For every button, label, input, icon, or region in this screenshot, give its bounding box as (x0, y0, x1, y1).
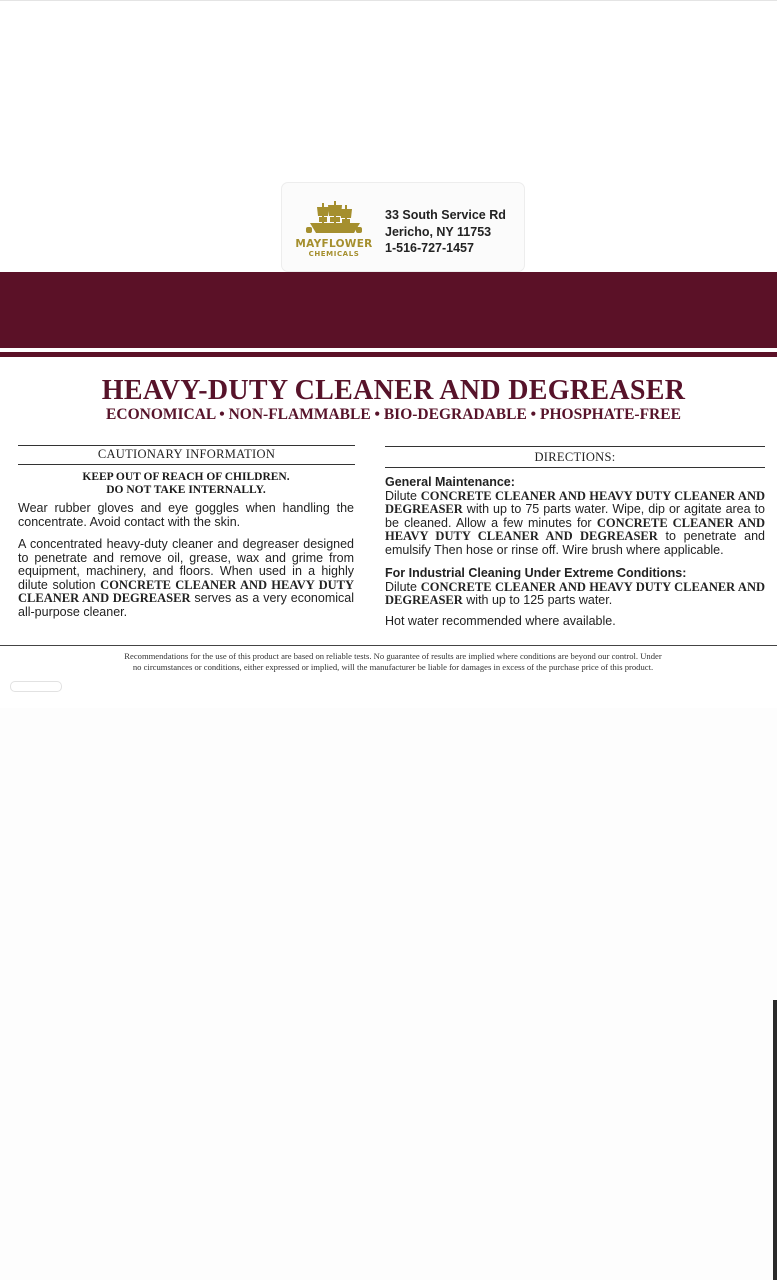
logo-subtitle: CHEMICALS (308, 250, 360, 258)
product-name-bold: CONCRETE CLEANER AND HEAVY DUTY CLEANER AND DEGREASER (385, 579, 766, 607)
address-street: 33 South Service Rd (385, 208, 506, 222)
hot-water-note: Hot water recommended where available. (385, 614, 616, 628)
product-name-bold: CONCRETE CLEANER AND HEAVY DUTY CLEANER AND DEGREASER (18, 577, 355, 605)
logo-name: MAYFLOWER (295, 238, 373, 250)
caution-rule-top (18, 445, 355, 446)
caution-text-end: serves as a very economical all-purpose cleaner. (18, 591, 354, 619)
caution-paragraph-1: Wear rubber gloves and eye goggles when handling the concentrate. Avoid contact with the skin. (18, 501, 354, 529)
paper-mark (10, 681, 62, 692)
footer-rule (0, 645, 777, 646)
company-address (385, 207, 506, 257)
ship-icon (302, 201, 366, 239)
maroon-band (0, 272, 777, 348)
general-maintenance (385, 476, 765, 557)
disclaimer (60, 651, 726, 672)
general-text-1: Dilute (385, 488, 421, 503)
disclaimer-line-1: Recommendations for the use of this product are based on reliable tests. No guarantee of results are implied where conditions are beyond our control. Under (124, 651, 662, 661)
product-name-bold: CONCRETE CLEANER AND HEAVY DUTY CLEANER AND DEGREASER (385, 488, 766, 516)
general-maintenance-heading: General Maintenance: (385, 475, 515, 489)
industrial-cleaning (385, 567, 765, 608)
address-city: Jericho, NY 11753 (385, 224, 492, 239)
industrial-text-2: with up to 125 parts water. (462, 593, 613, 607)
maroon-stripe (0, 352, 777, 357)
product-subtitle: ECONOMICAL • NON-FLAMMABLE • BIO-DEGRADABLE • PHOSPHATE-FREE (106, 406, 681, 423)
caution-paragraph-2 (18, 538, 354, 619)
caution-header: CAUTIONARY INFORMATION (97, 447, 276, 461)
general-text-2: with up to 75 parts water. Wipe, dip or agitate area to be cleaned. Allow a few minutes for (385, 502, 765, 530)
directions-rule-bottom (385, 467, 765, 468)
general-text-3: to penetrate and emulsify Then hose or rinse off. Wire brush where applicable. (385, 529, 765, 557)
sheet-top-edge (0, 0, 777, 1)
directions-header: DIRECTIONS: (534, 450, 616, 464)
product-title: HEAVY-DUTY CLEANER AND DEGREASER (101, 375, 686, 406)
caution-text: A concentrated heavy-duty cleaner and degreaser designed to penetrate and remove oil, grease, wax and grime from equipment, machinery, and floors. When used in a highly dilute solution (18, 537, 354, 592)
blank-sheet-area (0, 708, 777, 1280)
industrial-heading: For Industrial Cleaning Under Extreme Conditions: (385, 566, 687, 580)
phone-number: 1-516-727-1457 (385, 241, 474, 255)
child-warning (18, 471, 354, 497)
directions-rule-top (385, 446, 765, 447)
warning-line-2: DO NOT TAKE INTERNALLY. (106, 484, 266, 496)
warning-line-1: KEEP OUT OF REACH OF CHILDREN. (82, 471, 290, 483)
sheet-edge (773, 1000, 777, 1280)
address-label (281, 182, 525, 272)
disclaimer-line-2: no circumstances or conditions, either expressed or implied, will the manufacturer be liable for damages in excess of the purchase price of this product. (132, 661, 654, 672)
industrial-text-1: Dilute (385, 579, 421, 594)
caution-rule-bottom (18, 464, 355, 465)
mayflower-logo (288, 201, 380, 259)
product-name-bold: CONCRETE CLEANER AND HEAVY DUTY CLEANER AND DEGREASER (385, 515, 765, 543)
